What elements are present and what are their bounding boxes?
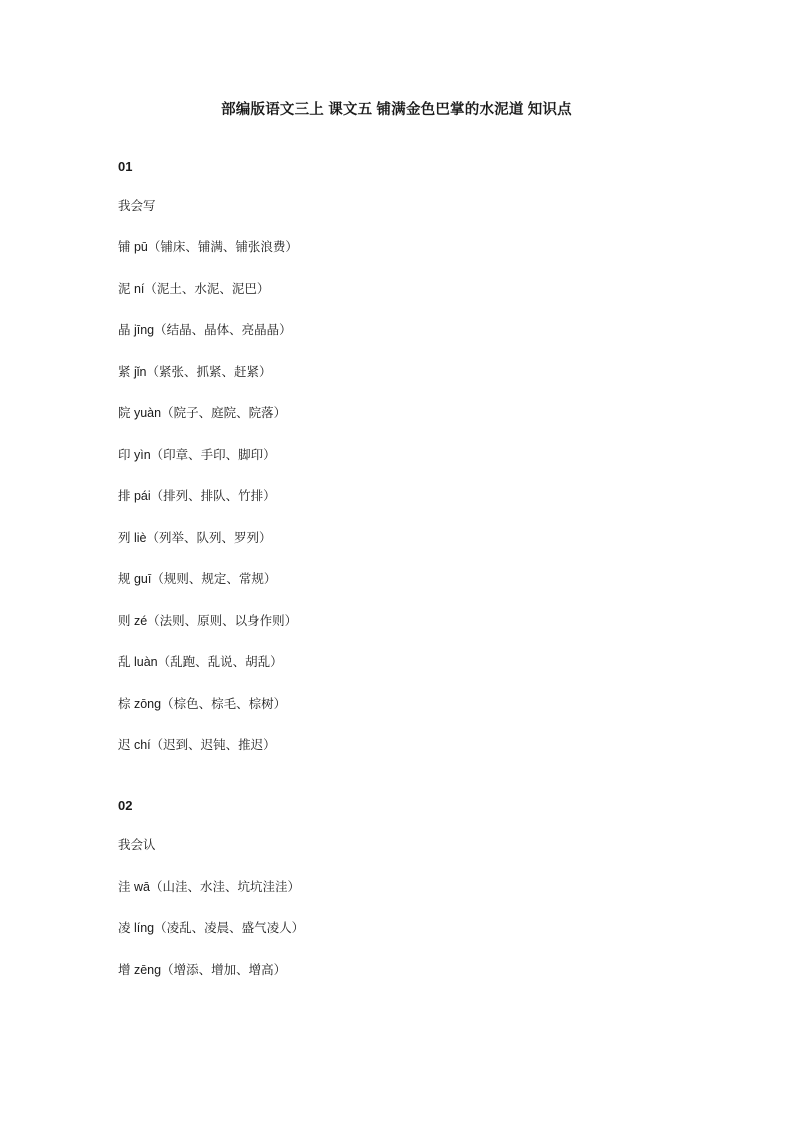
list-item: 铺 pū（铺床、铺满、铺张浪费） (118, 240, 298, 255)
page-title: 部编版语文三上 课文五 铺满金色巴掌的水泥道 知识点 (221, 102, 572, 118)
list-item: 棕 zōng（棕色、棕毛、棕树） (118, 696, 287, 711)
section-02 (118, 797, 675, 979)
list-item: 迟 chí（迟到、迟钝、推迟） (118, 738, 276, 753)
list-item: 院 yuàn（院子、庭院、院落） (118, 406, 287, 421)
section-divider (118, 755, 675, 797)
list-item: 泥 ní（泥土、水泥、泥巴） (118, 281, 270, 296)
list-item: 凌 líng（凌乱、凌晨、盛气凌人） (118, 921, 305, 936)
list-item: 增 zēng（增添、增加、增高） (118, 962, 287, 977)
list-item: 则 zé（法则、原则、以身作则） (118, 613, 298, 628)
list-item: 印 yìn（印章、手印、脚印） (118, 447, 276, 462)
list-item: 列 liè（列举、队列、罗列） (118, 530, 272, 545)
section-heading: 我会写 (118, 198, 156, 213)
section-heading: 我会认 (118, 838, 156, 853)
list-item: 排 pái（排列、排队、竹排） (118, 489, 276, 504)
section-number: 01 (118, 158, 133, 174)
section-number: 02 (118, 797, 133, 813)
list-item: 紧 jǐn（紧张、抓紧、赶紧） (118, 364, 272, 379)
list-item: 晶 jīng（结晶、晶体、亮晶晶） (118, 323, 292, 338)
section-01 (118, 158, 675, 755)
list-item: 洼 wā（山洼、水洼、坑坑洼洼） (118, 879, 300, 894)
list-item: 乱 luàn（乱跑、乱说、胡乱） (118, 655, 283, 670)
list-item: 规 guī（规则、规定、常规） (118, 572, 277, 587)
